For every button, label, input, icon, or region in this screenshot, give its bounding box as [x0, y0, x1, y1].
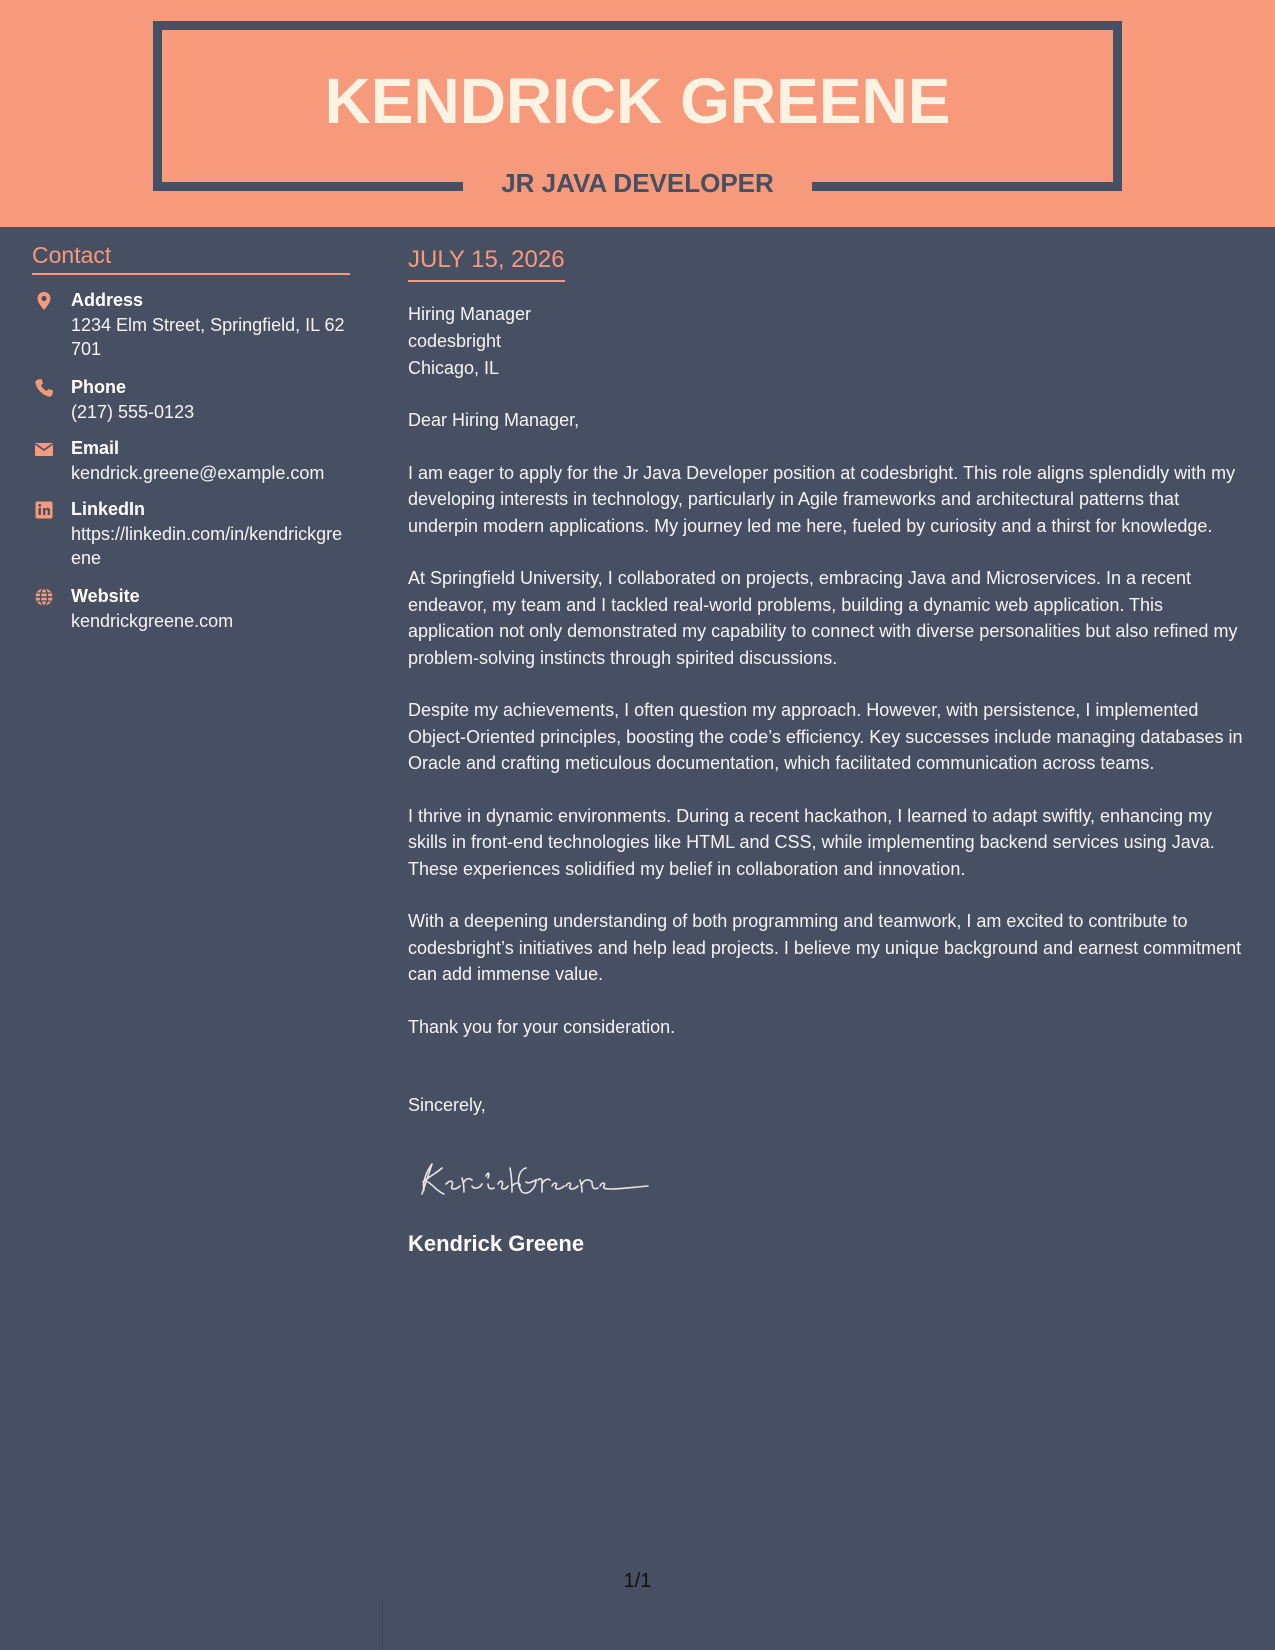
job-title: JR JAVA DEVELOPER: [501, 168, 774, 198]
linkedin-value: https://linkedin.com/in/kendrickgreene: [71, 524, 343, 568]
recipient-block: [408, 301, 1253, 382]
header-banner: [0, 0, 1275, 227]
linkedin-icon: [34, 500, 54, 520]
email-label: Email: [71, 438, 120, 458]
contact-heading: Contact: [32, 240, 350, 275]
address-value: 1234 Elm Street, Springfield, IL 62701: [71, 315, 345, 359]
letter-paragraph: With a deepening understanding of both programming and teamwork, I am excited to contribute to codesbright’s initiatives and help lead projects. I believe my unique background and earnest commitment can add immense value.: [408, 911, 1242, 984]
linkedin-label: LinkedIn: [71, 499, 146, 519]
website-value: kendrickgreene.com: [71, 611, 234, 631]
recipient-company: codesbright: [408, 331, 502, 351]
letter-date: JULY 15, 2026: [408, 240, 565, 282]
letter-paragraph: Thank you for your consideration.: [408, 1016, 676, 1037]
salutation: Dear Hiring Manager,: [408, 410, 580, 430]
recipient-location: Chicago, IL: [408, 358, 500, 378]
phone-label: Phone: [71, 377, 127, 397]
recipient-name: Hiring Manager: [408, 304, 532, 324]
phone-value: (217) 555-0123: [71, 402, 195, 422]
letter-body: [408, 240, 1253, 1257]
contact-address: [32, 288, 352, 361]
closing: Sincerely,: [408, 1095, 486, 1115]
email-icon: [34, 439, 54, 459]
globe-icon: [34, 587, 54, 607]
map-pin-icon: [34, 291, 54, 311]
website-label: Website: [71, 586, 140, 606]
footer-divider: [382, 1600, 383, 1650]
letter-paragraph: Despite my achievements, I often question my approach. However, with persistence, I implemented Object-Oriented principles, boosting the code’s efficiency. Key successes include managing databases in Oracle and crafting meticulous documentation, which facilitated communication across teams.: [408, 700, 1243, 773]
page-number: 1/1: [623, 1570, 652, 1592]
email-value: kendrick.greene@example.com: [71, 463, 325, 483]
letter-paragraph: At Springfield University, I collaborated on projects, embracing Java and Microservices. In a recent endeavor, my team and I tackled real-world problems, building a dynamic web application. This application not only demonstrated my capability to connect with diverse personalities but also refined my problem-solving instincts through spirited discussions.: [408, 568, 1238, 668]
contact-phone: [32, 375, 352, 424]
letter-paragraph: I thrive in dynamic environments. During a recent hackathon, I learned to adapt swiftly, enhancing my skills in front-end technologies like HTML and CSS, while implementing backend services using Java. These experiences solidified my belief in collaboration and innovation.: [408, 805, 1215, 879]
contact-linkedin: [32, 497, 352, 570]
signer-name: Kendrick Greene: [408, 1231, 585, 1256]
letter-paragraph: I am eager to apply for the Jr Java Developer position at codesbright. This role aligns splendidly with my developing interests in technology, particularly in Agile frameworks and architectural patterns that underpin modern applications. My journey led me here, fueled by curiosity and a thirst for knowledge.: [408, 462, 1236, 536]
applicant-name: KENDRICK GREENE: [324, 65, 951, 137]
contact-sidebar: [32, 240, 352, 633]
contact-email: [32, 436, 352, 485]
phone-icon: [34, 378, 54, 398]
address-label: Address: [71, 290, 144, 310]
signature-image: [408, 1148, 668, 1208]
contact-website: [32, 584, 352, 633]
